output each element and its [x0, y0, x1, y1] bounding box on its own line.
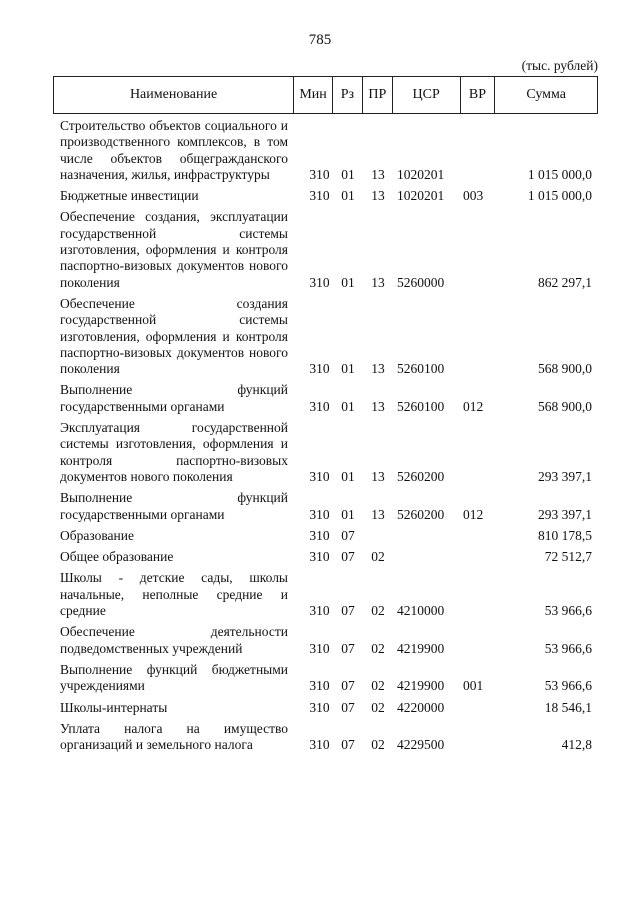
row-sum: 18 546,1 [544, 699, 592, 715]
row-csr: 5260200 [397, 468, 445, 484]
row-sum: 53 966,6 [544, 603, 592, 619]
table-row [53, 296, 598, 377]
page-number: 785 [308, 32, 332, 48]
row-pr: 13 [371, 398, 385, 414]
row-name: Обеспечение создания государственной системы изготовления, оформления и контроля паспортно-визовых документов нового поколения [60, 295, 288, 377]
row-vr: 001 [463, 678, 484, 694]
table-row [53, 570, 598, 619]
row-rz: 07 [341, 678, 355, 694]
header-name: Наименование [54, 77, 294, 113]
row-name: Бюджетные инвестиции [60, 188, 199, 204]
row-rz: 07 [341, 640, 355, 656]
row-name: Школы - детские сады, школы начальные, неполные средние и средние [60, 570, 288, 619]
header-vr: ВР [461, 77, 496, 113]
row-sum: 412,8 [561, 737, 592, 753]
row-pr: 13 [371, 361, 385, 377]
table-row [53, 209, 598, 290]
row-rz: 07 [341, 699, 355, 715]
row-sum: 293 397,1 [538, 506, 592, 522]
row-name: Выполнение функций государственными органами [60, 382, 288, 414]
table-row [53, 549, 598, 565]
row-sum: 53 966,6 [544, 640, 592, 656]
row-csr: 5260200 [397, 506, 445, 522]
row-name: Выполнение функций государственными органами [60, 490, 288, 522]
row-name: Строительство объектов социального и производственного комплексов, в том числе объектов общегражданского назначения, жилья, инфраструктуры [60, 118, 288, 182]
row-vr: 012 [463, 398, 484, 414]
row-pr: 13 [371, 166, 385, 182]
row-sum: 1 015 000,0 [527, 166, 592, 182]
row-min: 310 [309, 549, 330, 565]
row-min: 310 [309, 274, 330, 290]
row-min: 310 [309, 678, 330, 694]
row-rz: 07 [341, 549, 355, 565]
row-csr: 4219900 [397, 640, 445, 656]
row-pr: 02 [371, 678, 385, 694]
table-row [53, 721, 598, 754]
row-min: 310 [309, 699, 330, 715]
row-pr: 02 [371, 699, 385, 715]
row-pr: 13 [371, 468, 385, 484]
row-rz: 01 [341, 468, 355, 484]
row-csr: 1020201 [397, 166, 445, 182]
row-sum: 53 966,6 [544, 678, 592, 694]
row-rz: 01 [341, 398, 355, 414]
table-row [53, 118, 598, 183]
header-min: Мин [294, 77, 333, 113]
header-csr: ЦСР [393, 77, 461, 113]
row-sum: 568 900,0 [538, 361, 592, 377]
row-csr: 5260100 [397, 361, 445, 377]
row-min: 310 [309, 527, 330, 543]
row-sum: 568 900,0 [538, 398, 592, 414]
row-pr: 13 [371, 506, 385, 522]
row-min: 310 [309, 166, 330, 182]
row-rz: 07 [341, 603, 355, 619]
row-sum: 1 015 000,0 [527, 188, 592, 204]
row-csr: 5260000 [397, 274, 445, 290]
row-rz: 01 [341, 361, 355, 377]
row-pr: 13 [371, 274, 385, 290]
row-rz: 07 [341, 527, 355, 543]
row-csr: 5260100 [397, 398, 445, 414]
row-pr: 02 [371, 603, 385, 619]
row-csr: 1020201 [397, 188, 445, 204]
row-csr: 4220000 [397, 699, 445, 715]
row-name: Обеспечение деятельности подведомственных учреждений [60, 624, 288, 656]
row-min: 310 [309, 468, 330, 484]
row-name: Образование [60, 527, 134, 543]
row-pr: 02 [371, 737, 385, 753]
row-sum: 810 178,5 [538, 527, 592, 543]
row-min: 310 [309, 398, 330, 414]
row-min: 310 [309, 737, 330, 753]
header-pr: ПР [363, 77, 393, 113]
row-csr: 4219900 [397, 678, 445, 694]
table-row [53, 490, 598, 523]
table-row [53, 188, 598, 204]
row-name: Уплата налога на имущество организаций и земельного налога [60, 720, 288, 753]
row-min: 310 [309, 361, 330, 377]
row-vr: 012 [463, 506, 484, 522]
table-row [53, 700, 598, 716]
table-row [53, 382, 598, 415]
header-sum: Сумма [526, 87, 567, 102]
row-rz: 01 [341, 274, 355, 290]
table-row [53, 624, 598, 657]
row-pr: 02 [371, 640, 385, 656]
row-min: 310 [309, 188, 330, 204]
row-min: 310 [309, 640, 330, 656]
table-row [53, 662, 598, 695]
table-row [53, 420, 598, 485]
row-name: Общее образование [60, 549, 174, 565]
row-csr: 4210000 [397, 603, 445, 619]
row-vr: 003 [463, 188, 484, 204]
row-pr: 02 [371, 549, 385, 565]
row-min: 310 [309, 603, 330, 619]
row-name: Обеспечение создания, эксплуатации государственной системы изготовления, оформления и контроля паспортно-визовых документов нового поколения [60, 209, 288, 290]
table-header [53, 76, 598, 114]
row-rz: 07 [341, 737, 355, 753]
row-name: Школы-интернаты [60, 699, 168, 715]
row-rz: 01 [341, 188, 355, 204]
row-min: 310 [309, 506, 330, 522]
row-name: Выполнение функций бюджетными учреждениями [60, 661, 288, 694]
row-csr: 4229500 [397, 737, 445, 753]
table-body [53, 118, 598, 758]
units-label: (тыс. рублей) [521, 58, 598, 73]
row-sum: 293 397,1 [538, 468, 592, 484]
row-rz: 01 [341, 506, 355, 522]
table-row [53, 528, 598, 544]
row-name: Эксплуатация государственной системы изготовления, оформления и контроля паспортно-визовых документов нового поколения [60, 420, 288, 484]
header-rz: Рз [333, 77, 363, 113]
row-sum: 862 297,1 [538, 274, 592, 290]
row-pr: 13 [371, 188, 385, 204]
row-rz: 01 [341, 166, 355, 182]
row-sum: 72 512,7 [544, 549, 592, 565]
